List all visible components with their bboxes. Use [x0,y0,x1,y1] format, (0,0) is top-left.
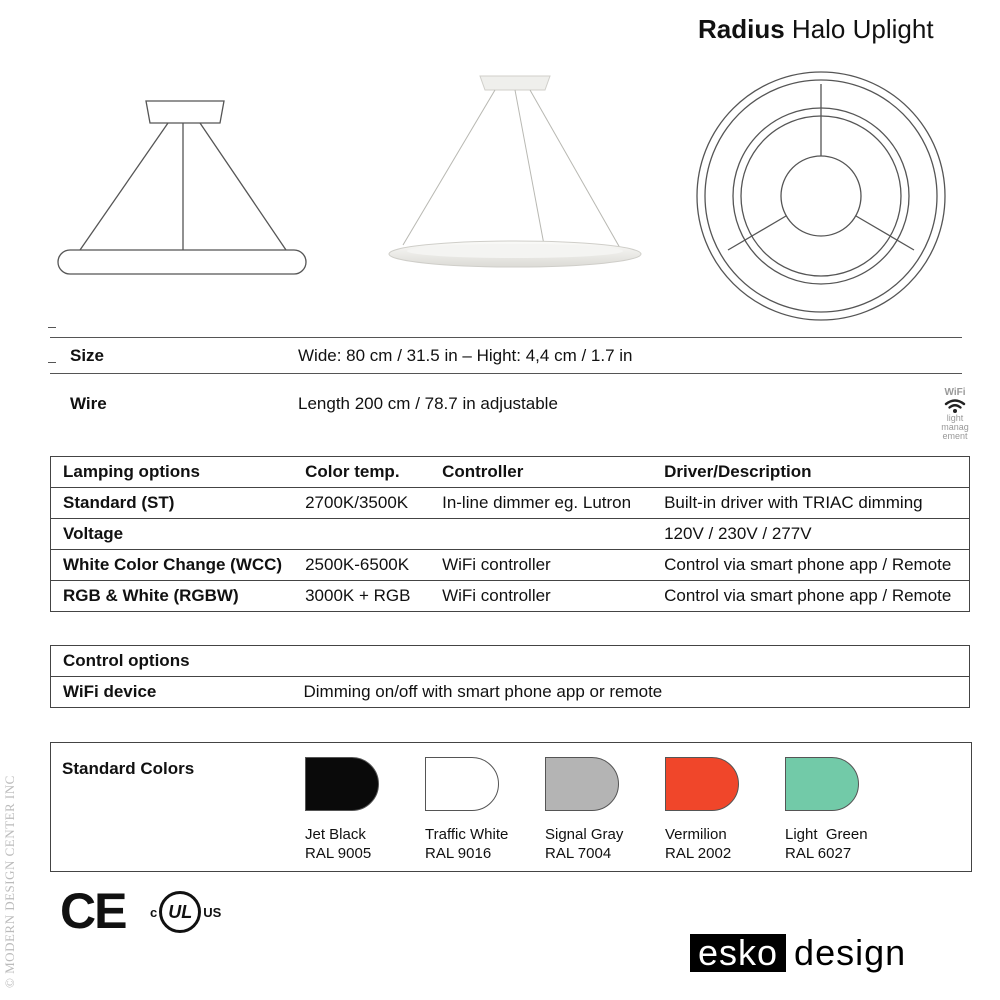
table-cell: In-line dimmer eg. Lutron [430,488,652,519]
lamping-options-table [50,456,970,612]
table-cell: 2700K/3500K [294,488,430,519]
esko-design-logo [690,934,906,972]
color-swatch [425,757,499,811]
table-header-row [51,646,970,677]
color-swatch-label [785,825,868,863]
table-header-row [51,457,970,488]
wifi-badge-line4: ement [942,431,968,441]
title-bold: Radius [698,14,785,44]
top-view-drawing [695,70,947,322]
color-swatch [545,757,619,811]
table-cell: Control via smart phone app / Remote [652,550,969,581]
color-name: Signal Gray [545,826,624,843]
table-row [51,488,970,519]
table-cell [430,519,652,550]
ul-c-label: c [150,904,158,920]
table-row [51,519,970,550]
color-swatch-label [425,825,508,863]
table-cell: 2500K-6500K [294,550,430,581]
spec-tick [48,327,56,328]
color-swatch-label [665,825,731,863]
table-header-cell: Lamping options [51,457,295,488]
table-cell: RGB & White (RGBW) [51,581,295,612]
table-row [51,677,970,708]
control-row-label: WiFi device [51,677,292,708]
spec-divider-middle [50,373,962,374]
table-cell: Voltage [51,519,295,550]
color-ral-code: RAL 7004 [545,845,612,862]
ul-certification-mark [150,892,221,932]
spec-tick-2 [48,362,56,363]
color-name: Light Green [785,826,868,843]
table-row [51,581,970,612]
wifi-icon [944,398,966,414]
ce-mark: CE [60,883,126,939]
color-swatch-label [305,825,371,863]
table-cell [294,519,430,550]
table-cell: WiFi controller [430,550,652,581]
color-swatch-label [545,825,623,863]
logo-esko: esko [690,934,786,972]
color-name: Traffic White [425,826,509,843]
logo-design: design [794,932,907,973]
table-cell: Built-in driver with TRIAC dimming [652,488,969,519]
table-row [51,550,970,581]
wifi-badge-line2: light [946,413,964,423]
wifi-badge-line1: WiFi [944,387,966,398]
product-render [385,70,645,275]
table-cell: WiFi controller [430,581,652,612]
spec-label-size: Size [70,346,105,365]
color-name: Vermilion [665,826,727,843]
side-view-drawing [50,95,310,285]
color-ral-code: RAL 9016 [425,845,492,862]
wifi-light-management-badge [938,388,972,441]
table-cell: White Color Change (WCC) [51,550,295,581]
spec-value-size: Wide: 80 cm / 31.5 in – Hight: 4,4 cm / 1.7 in [298,346,633,365]
table-cell: Standard (ST) [51,488,295,519]
control-header: Control options [51,646,970,677]
table-header-cell: Controller [430,457,652,488]
copyright-watermark: © MODERN DESIGN CENTER INC [2,775,17,988]
table-cell: 3000K + RGB [294,581,430,612]
color-ral-code: RAL 6027 [785,845,852,862]
ul-circle-label: UL [159,891,201,933]
color-swatch [785,757,859,811]
standard-colors-title: Standard Colors [62,759,195,778]
ul-us-label: US [203,904,222,920]
color-name: Jet Black [305,826,366,843]
title-rest: Halo Uplight [791,14,934,44]
table-cell: 120V / 230V / 277V [652,519,969,550]
control-row-value: Dimming on/off with smart phone app or remote [292,677,970,708]
wifi-badge-line3: manag [941,422,969,432]
table-cell: Control via smart phone app / Remote [652,581,969,612]
color-ral-code: RAL 2002 [665,845,732,862]
color-swatch [665,757,739,811]
color-swatch [305,757,379,811]
spec-label-wire: Wire [70,394,107,413]
spec-value-wire: Length 200 cm / 78.7 in adjustable [298,394,558,413]
control-options-table [50,645,970,708]
table-header-cell: Color temp. [294,457,430,488]
color-ral-code: RAL 9005 [305,845,372,862]
standard-colors-panel [50,742,972,872]
page-title [698,14,934,45]
spec-divider-top [50,337,962,338]
table-header-cell: Driver/Description [652,457,969,488]
